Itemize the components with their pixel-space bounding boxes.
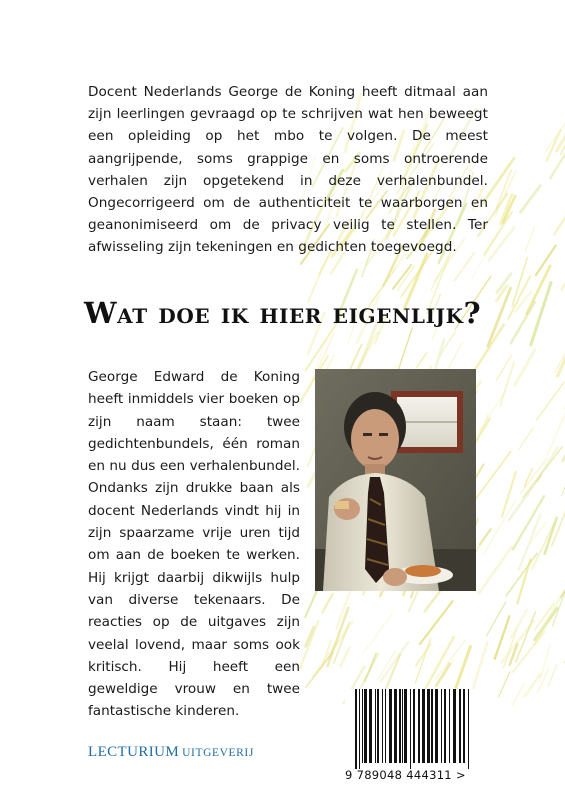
author-photo	[315, 369, 476, 591]
barcode-bar	[404, 689, 407, 763]
crayon-stroke	[523, 447, 562, 497]
barcode-bar	[431, 689, 433, 763]
barcode-bar	[441, 689, 442, 763]
crayon-stroke	[520, 458, 547, 494]
crayon-stroke	[561, 543, 565, 597]
crayon-stroke	[479, 391, 506, 432]
crayon-stroke	[546, 112, 565, 151]
crayon-stroke	[499, 672, 510, 697]
publisher-logo	[88, 743, 254, 761]
crayon-stroke	[487, 602, 506, 636]
barcode-bar	[359, 689, 360, 769]
intro-paragraph: Docent Nederlands George de Koning heeft ditmaal aan zijn leerlingen gevraagd op te schrijven wat hen beweegt een opleiding op het mbo te volgen. De meest aangrijpende, soms grappige en soms ontroerende verhalen zijn opgetekend in deze verhalenbundel. Ongecorrigeerd om de authenticiteit te waarborgen en geanonimiseerd om de privacy veilig te stellen. Ter afwisseling zijn tekeningen en gedichten toegevoegd.	[88, 84, 488, 256]
barcode-bar	[377, 689, 379, 763]
crayon-stroke	[417, 352, 427, 367]
publisher-name: LECTURIUM	[88, 744, 180, 760]
barcode-bar	[355, 689, 357, 769]
barcode-bar	[369, 689, 372, 763]
publisher-subtitle: UITGEVERIJ	[182, 747, 254, 759]
crayon-stroke	[532, 523, 554, 568]
crayon-stroke	[420, 601, 453, 644]
crayon-stroke	[519, 428, 533, 449]
barcode-bar	[375, 689, 376, 763]
crayon-stroke	[495, 616, 510, 658]
crayon-stroke	[525, 674, 541, 696]
author-portrait-icon	[315, 369, 476, 591]
crayon-stroke	[472, 642, 487, 692]
barcode-bar	[427, 689, 430, 763]
barcode-bar	[463, 689, 465, 763]
isbn-digits: 9 789048 444311 >	[345, 768, 466, 782]
crayon-stroke	[300, 621, 318, 668]
crayon-stroke	[473, 325, 504, 373]
barcode-bar	[444, 689, 446, 763]
barcode-bar	[422, 689, 425, 763]
barcode-bar	[399, 689, 401, 763]
barcode-bar	[382, 689, 383, 763]
barcode-bar	[402, 689, 403, 763]
crayon-stroke	[554, 207, 565, 234]
crayon-stroke	[363, 613, 393, 654]
barcode-bar	[413, 689, 415, 763]
crayon-stroke	[520, 186, 540, 212]
author-bio: George Edward de Koning heeft inmiddels vier boeken op zijn naam staan: twee gedichtenbundels, één roman en nu dus een verhalenbundel. Ondanks zijn drukke baan als docent Nederlands vindt hij in zijn spaarzame vrije uren tijd om aan de boeken te werken. Hij krijgt daarbij dikwijls hulp van diverse tekenaars. De reacties op de uitgaves zijn veelal lovend, maar soms ook kritisch. Hij heeft een geweldige vrouw en twee fantastische kinderen.	[88, 369, 300, 720]
crayon-stroke	[340, 648, 349, 666]
crayon-stroke	[515, 350, 535, 385]
crayon-stroke	[531, 283, 551, 345]
crayon-stroke	[415, 639, 430, 684]
barcode-bar	[435, 689, 438, 763]
crayon-stroke	[536, 246, 556, 275]
crayon-stroke	[513, 684, 524, 705]
barcode-bar	[453, 689, 456, 763]
crayon-stroke	[536, 382, 564, 420]
crayon-stroke	[548, 665, 556, 686]
crayon-stroke	[525, 227, 534, 252]
barcode-bar	[410, 689, 411, 769]
barcode-bar	[449, 689, 450, 763]
crayon-stroke	[381, 642, 409, 681]
barcode-bar	[385, 689, 386, 763]
crayon-stroke	[561, 457, 565, 496]
crayon-stroke	[513, 496, 544, 549]
crayon-stroke	[500, 362, 514, 405]
crayon-stroke	[535, 597, 560, 645]
barcode-bar	[362, 689, 363, 763]
crayon-stroke	[475, 452, 511, 500]
isbn-barcode	[345, 689, 477, 787]
crayon-stroke	[322, 594, 332, 613]
barcode-bar	[389, 689, 392, 763]
crayon-stroke	[306, 653, 333, 688]
barcode-bar	[364, 689, 367, 763]
crayon-stroke	[416, 644, 431, 666]
barcode-bars	[345, 689, 477, 769]
barcode-bar	[468, 689, 469, 769]
barcode-bar	[394, 689, 397, 763]
crayon-stroke	[561, 247, 565, 289]
book-title: Wat doe ik hier eigenlijk?	[84, 296, 482, 330]
crayon-stroke	[480, 529, 491, 544]
barcode-bar	[459, 689, 461, 763]
crayon-stroke	[456, 647, 470, 688]
barcode-bar	[418, 689, 420, 763]
crayon-stroke	[502, 472, 516, 517]
